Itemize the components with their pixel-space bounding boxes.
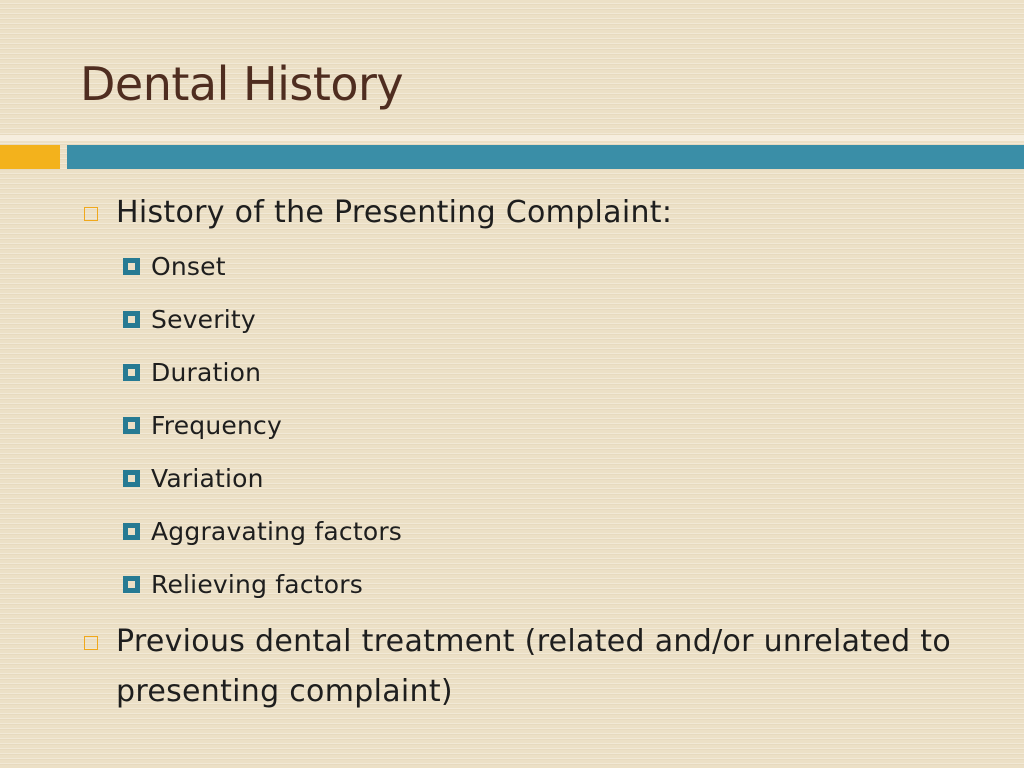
bullet-item-history-complaint (84, 188, 672, 238)
subitem-text: Variation (151, 464, 264, 493)
subitem-relieving-factors (123, 570, 363, 600)
subitem-severity (123, 305, 256, 335)
subitem-duration (123, 358, 261, 388)
subitem-text: Onset (151, 252, 226, 281)
subitem-text: Relieving factors (151, 570, 363, 599)
subitem-onset (123, 252, 226, 282)
subitem-text: Duration (151, 358, 262, 387)
subitem-aggravating-factors (123, 517, 402, 547)
subitem-text: Frequency (151, 411, 282, 440)
filled-square-icon (123, 576, 140, 593)
filled-square-icon (123, 417, 140, 434)
bullet-item-previous-treatment (84, 617, 994, 717)
bullet-text: Previous dental treatment (related and/or unrelated to presenting complaint) (116, 624, 952, 709)
hollow-square-icon (84, 636, 98, 650)
subitem-variation (123, 464, 264, 494)
subitem-frequency (123, 411, 282, 441)
filled-square-icon (123, 470, 140, 487)
subitem-text: Severity (151, 305, 256, 334)
filled-square-icon (123, 523, 140, 540)
filled-square-icon (123, 258, 140, 275)
slide-title: Dental History (80, 57, 404, 111)
bullet-text: History of the Presenting Complaint: (116, 195, 673, 230)
filled-square-icon (123, 311, 140, 328)
subitem-text: Aggravating factors (151, 517, 403, 546)
hollow-square-icon (84, 207, 98, 221)
filled-square-icon (123, 364, 140, 381)
